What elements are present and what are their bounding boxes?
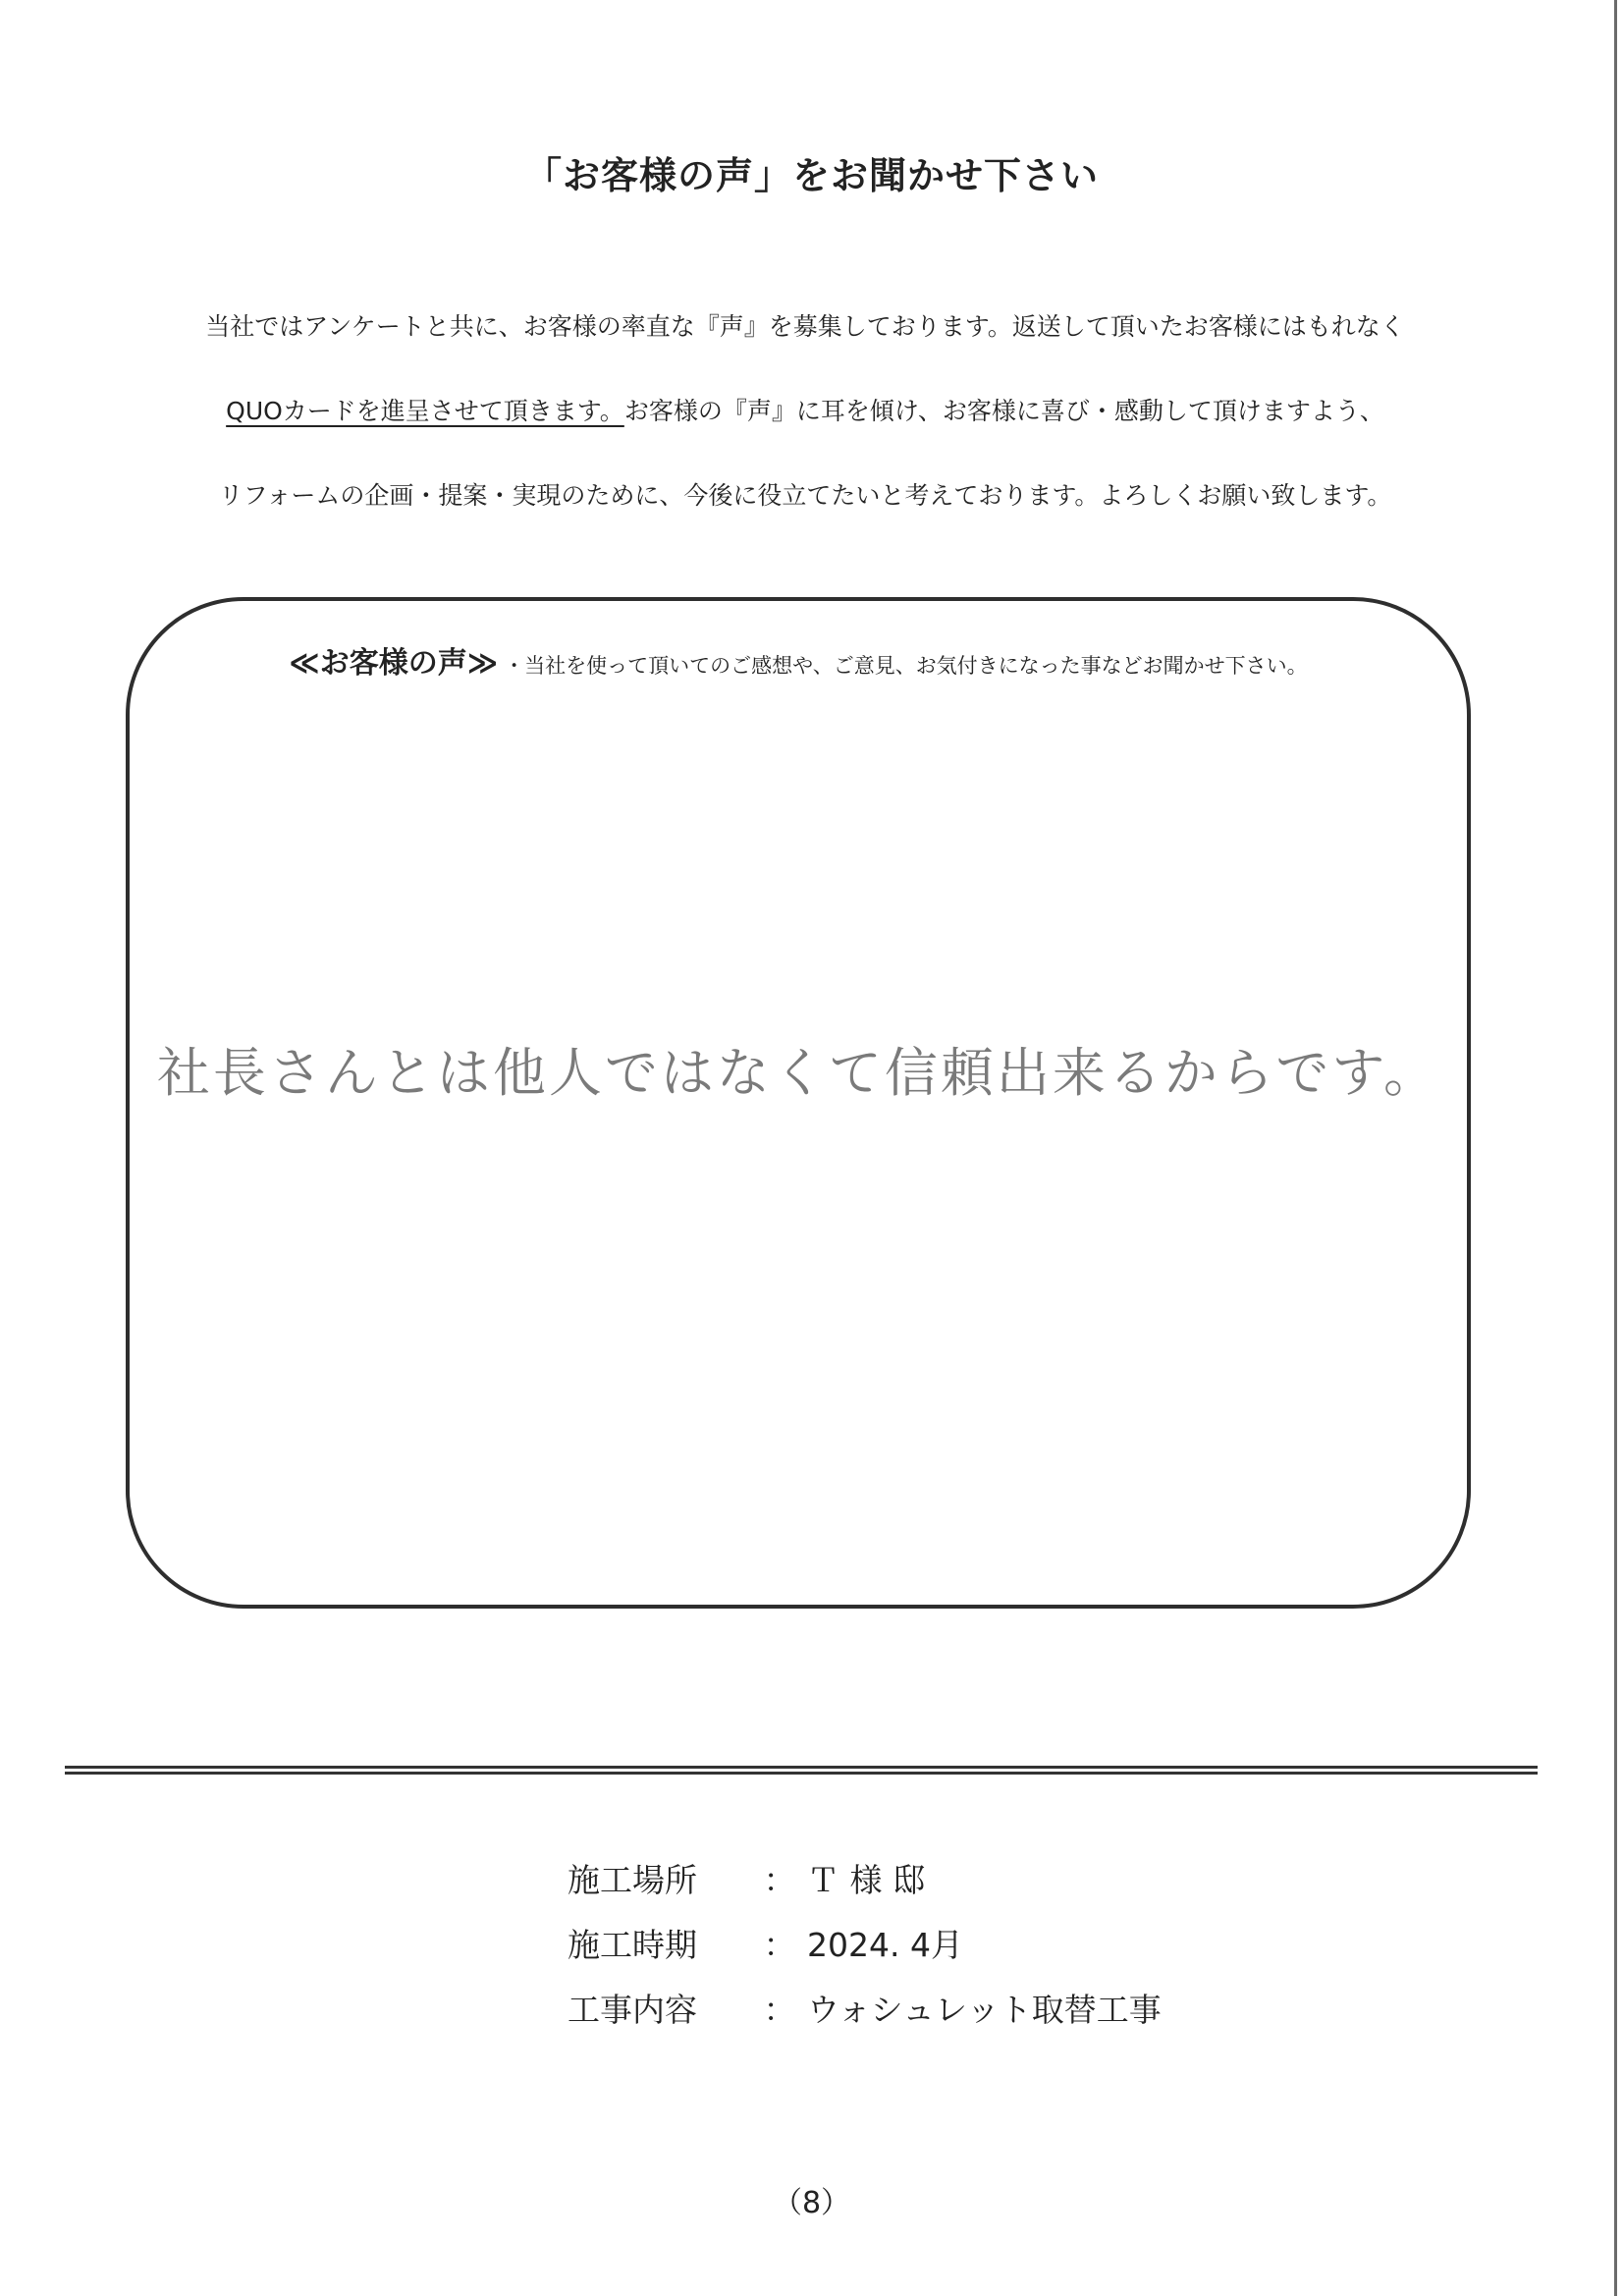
quo-card-notice: QUOカードを進呈させて頂きます。	[226, 397, 624, 425]
voice-box-header	[130, 638, 1467, 682]
intro-line-1: 当社ではアンケートと共に、お客様の率直な『声』を募集しております。返送して頂いたお客様にはもれなく	[205, 312, 1405, 341]
detail-value: ウォシュレット取替工事	[807, 1991, 1162, 2029]
detail-row-location	[568, 1848, 1162, 1913]
customer-voice-box	[126, 597, 1471, 1609]
page-edge-line	[1614, 0, 1617, 2296]
intro-line-2-rest: お客様の『声』に耳を傾け、お客様に喜び・感動して頂けますよう、	[623, 397, 1384, 425]
detail-key: 工事内容	[568, 1991, 697, 2029]
detail-value: 2024. 4月	[807, 1926, 963, 1964]
intro-line-3: リフォームの企画・提案・実現のために、今後に役立てたいと考えております。よろしくお願い致します。	[218, 481, 1392, 510]
construction-details	[568, 1848, 1162, 2043]
double-divider	[65, 1766, 1538, 1775]
detail-row-work	[568, 1978, 1162, 2043]
detail-key: 施工場所	[568, 1861, 697, 1899]
detail-value: Ｔ 様 邸	[807, 1861, 925, 1899]
page-title: 「お客様の声」をお聞かせ下さい	[523, 154, 1099, 197]
detail-separator: ：	[763, 1861, 796, 1899]
voice-box-prompt: ・当社を使って頂いてのご感想や、ご意見、お気付きになった事などお聞かせ下さい。	[504, 654, 1308, 678]
detail-separator: ：	[763, 1926, 796, 1964]
intro-line-2	[118, 369, 1492, 454]
page-number: （8）	[772, 2186, 851, 2220]
customer-response: 社長さんとは他人ではなくて信頼出来るからです。	[156, 1042, 1440, 1104]
intro-text	[118, 285, 1492, 538]
detail-separator: ：	[763, 1991, 796, 2029]
detail-row-period	[568, 1913, 1162, 1978]
detail-key: 施工時期	[568, 1926, 697, 1964]
voice-box-label: ≪お客様の声≫	[289, 646, 499, 681]
